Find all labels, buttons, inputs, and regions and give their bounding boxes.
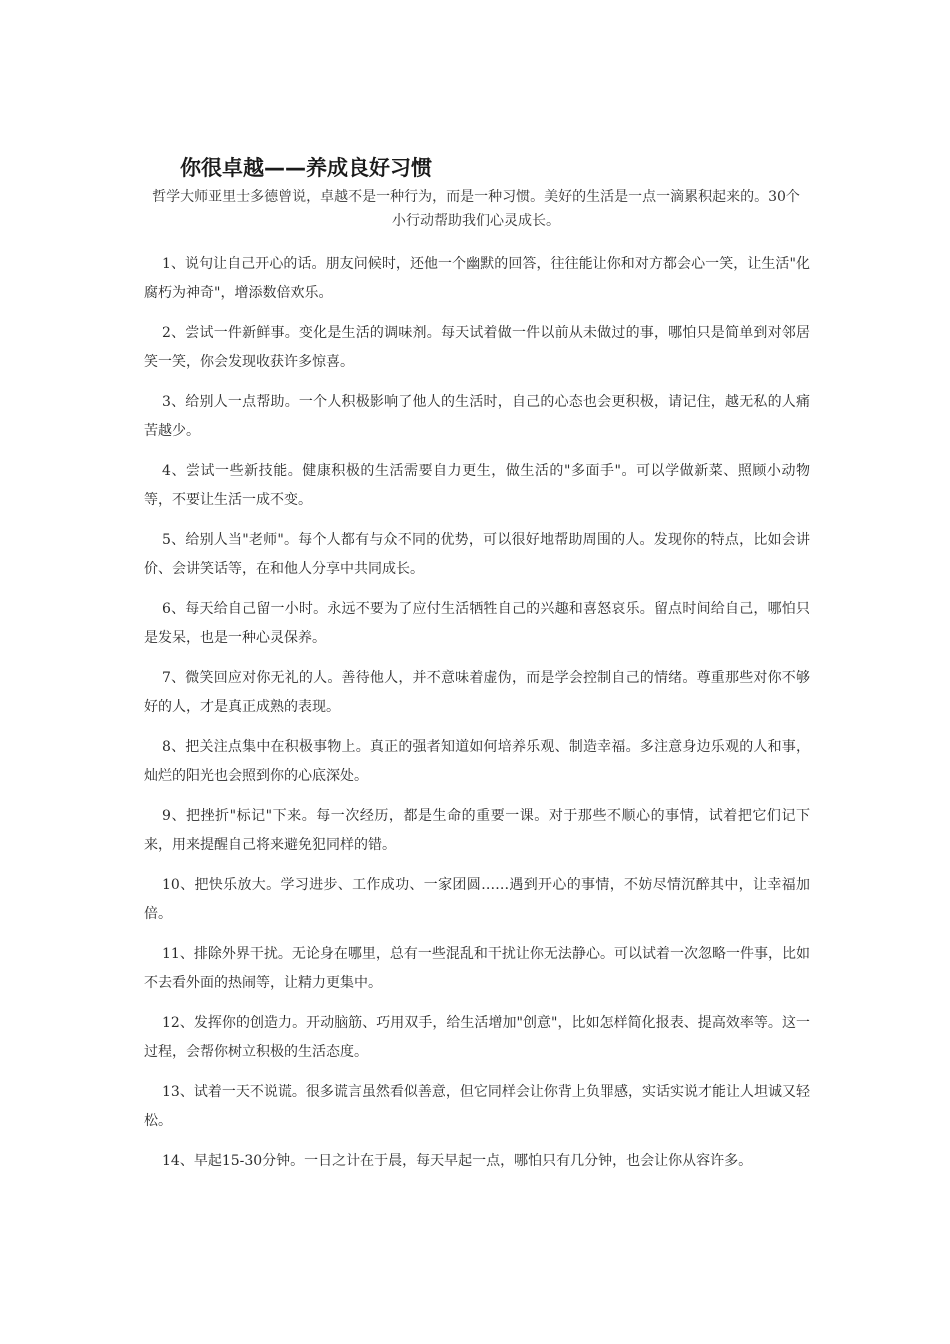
list-item: 13、试着一天不说谎。很多谎言虽然看似善意，但它同样会让你背上负罪感，实话实说才能让人坦诚又轻松。: [144, 1084, 810, 1129]
list-item: 5、给别人当"老师"。每个人都有与众不同的优势，可以很好地帮助周围的人。发现你的特点，比如会讲价、会讲笑话等，在和他人分享中共同成长。: [144, 532, 810, 577]
list-item: 12、发挥你的创造力。开动脑筋、巧用双手，给生活增加"创意"，比如怎样简化报表、提高效率等。这一过程，会帮你树立积极的生活态度。: [144, 1015, 810, 1060]
document-intro: 哲学大师亚里士多德曾说，卓越不是一种行为，而是一种习惯。美好的生活是一点一滴累积起来的。30个小行动帮助我们心灵成长。: [152, 189, 800, 229]
list-item: 8、把关注点集中在积极事物上。真正的强者知道如何培养乐观、制造幸福。多注意身边乐观的人和事，灿烂的阳光也会照到你的心底深处。: [144, 739, 810, 784]
list-item: 10、把快乐放大。学习进步、工作成功、一家团圆……遇到开心的事情，不妨尽情沉醉其中，让幸福加倍。: [144, 877, 810, 922]
list-item: 6、每天给自己留一小时。永远不要为了应付生活牺牲自己的兴趣和喜怒哀乐。留点时间给自己，哪怕只是发呆，也是一种心灵保养。: [144, 601, 810, 646]
habit-list: [144, 250, 810, 1187]
list-item: 7、微笑回应对你无礼的人。善待他人，并不意味着虚伪，而是学会控制自己的情绪。尊重那些对你不够好的人，才是真正成熟的表现。: [144, 670, 810, 715]
list-item: 9、把挫折"标记"下来。每一次经历，都是生命的重要一课。对于那些不顺心的事情，试着把它们记下来，用来提醒自己将来避免犯同样的错。: [144, 808, 810, 853]
list-item: 11、排除外界干扰。无论身在哪里，总有一些混乱和干扰让你无法静心。可以试着一次忽略一件事，比如不去看外面的热闹等，让精力更集中。: [144, 946, 810, 991]
list-item: 1、说句让自己开心的话。朋友问候时，还他一个幽默的回答，往往能让你和对方都会心一笑，让生活"化腐朽为神奇"，增添数倍欢乐。: [144, 256, 810, 301]
document-title: 你很卓越——养成良好习惯: [180, 156, 432, 180]
list-item: 4、尝试一些新技能。健康积极的生活需要自力更生，做生活的"多面手"。可以学做新菜、照顾小动物等，不要让生活一成不变。: [144, 463, 810, 508]
list-item: 2、尝试一件新鲜事。变化是生活的调味剂。每天试着做一件以前从未做过的事，哪怕只是简单到对邻居笑一笑，你会发现收获许多惊喜。: [144, 325, 810, 370]
list-item: 3、给别人一点帮助。一个人积极影响了他人的生活时，自己的心态也会更积极，请记住，越无私的人痛苦越少。: [144, 394, 810, 439]
list-item: 14、早起15-30分钟。一日之计在于晨，每天早起一点，哪怕只有几分钟，也会让你从容许多。: [162, 1153, 753, 1169]
